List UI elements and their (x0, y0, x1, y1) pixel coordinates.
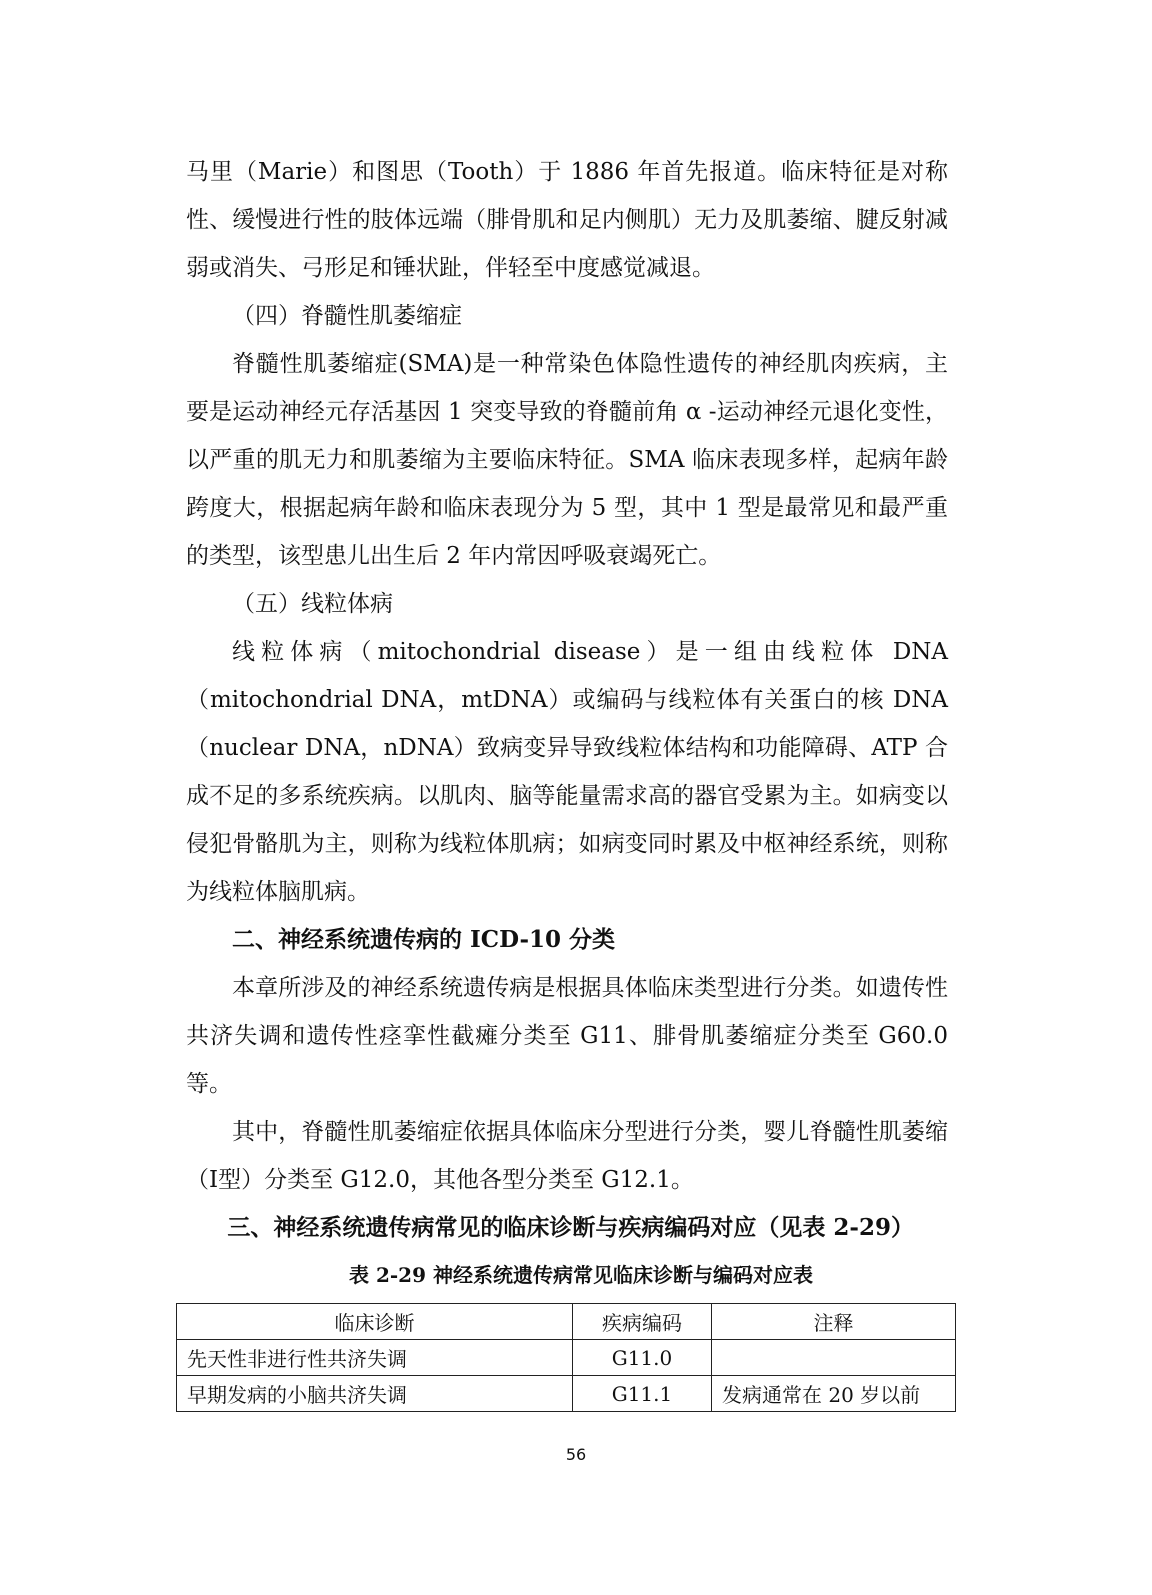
paragraph-mitochondrial: 线粒体病（mitochondrial disease）是一组由线粒体 DNA（mitochondrial DNA，mtDNA）或编码与线粒体有关蛋白的核 DNA（nuclear DNA，nDNA）致病变异导致线粒体结构和功能障碍、ATP 合成不足的多系统疾病。以肌肉、脑等能量需求高的器官受累为主。如病变以侵犯骨骼肌为主，则称为线粒体肌病；如病变同时累及中枢神经系统，则称为线粒体脑肌病。 (186, 639, 948, 905)
section-heading-icd10: 二、神经系统遗传病的 ICD-10 分类 (232, 926, 616, 953)
table-header-row (177, 1304, 956, 1340)
table-row (177, 1376, 956, 1412)
cell-diagnosis: 早期发病的小脑共济失调 (177, 1376, 573, 1412)
paragraph-marie-tooth: 马里（Marie）和图思（Tooth）于 1886 年首先报道。临床特征是对称性、缓慢进行性的肢体远端（腓骨肌和足内侧肌）无力及肌萎缩、腱反射减弱或消失、弓形足和锤状趾，伴轻至中度感觉减退。 (186, 159, 948, 281)
paragraph-sma-classification: 其中，脊髓性肌萎缩症依据具体临床分型进行分类，婴儿脊髓性肌萎缩（I型）分类至 G12.0，其他各型分类至 G12.1。 (186, 1119, 948, 1193)
table-row (177, 1340, 956, 1376)
paragraph-classification: 本章所涉及的神经系统遗传病是根据具体临床类型进行分类。如遗传性共济失调和遗传性痉挛性截瘫分类至 G11、腓骨肌萎缩症分类至 G60.0 等。 (186, 975, 948, 1097)
cell-note: 发病通常在 20 岁以前 (712, 1376, 956, 1412)
paragraph-sma: 脊髓性肌萎缩症(SMA)是一种常染色体隐性遗传的神经肌肉疾病，主要是运动神经元存活基因 1 突变导致的脊髓前角 α -运动神经元退化变性，以严重的肌无力和肌萎缩为主要临床特征。SMA 临床表现多样，起病年龄跨度大，根据起病年龄和临床表现分为 5 型，其中 1 型是最常见和最严重的类型，该型患儿出生后 2 年内常因呼吸衰竭死亡。 (186, 351, 948, 569)
table-caption: 表 2-29 神经系统遗传病常见临床诊断与编码对应表 (349, 1263, 813, 1287)
cell-code: G11.1 (573, 1376, 712, 1412)
subheading-sma: （四）脊髓性肌萎缩症 (232, 303, 462, 329)
cell-diagnosis: 先天性非进行性共济失调 (177, 1340, 573, 1376)
section-heading-mapping: 三、神经系统遗传病常见的临床诊断与疾病编码对应（见表 2-29） (227, 1214, 914, 1241)
cell-note (712, 1340, 956, 1376)
diagnosis-code-table (176, 1303, 956, 1412)
header-code: 疾病编码 (573, 1304, 712, 1340)
page-number: 56 (565, 1445, 587, 1464)
subheading-mitochondrial: （五）线粒体病 (232, 591, 393, 617)
cell-code: G11.0 (573, 1340, 712, 1376)
header-diagnosis: 临床诊断 (177, 1304, 573, 1340)
body-text (186, 148, 948, 1252)
header-note: 注释 (712, 1304, 956, 1340)
